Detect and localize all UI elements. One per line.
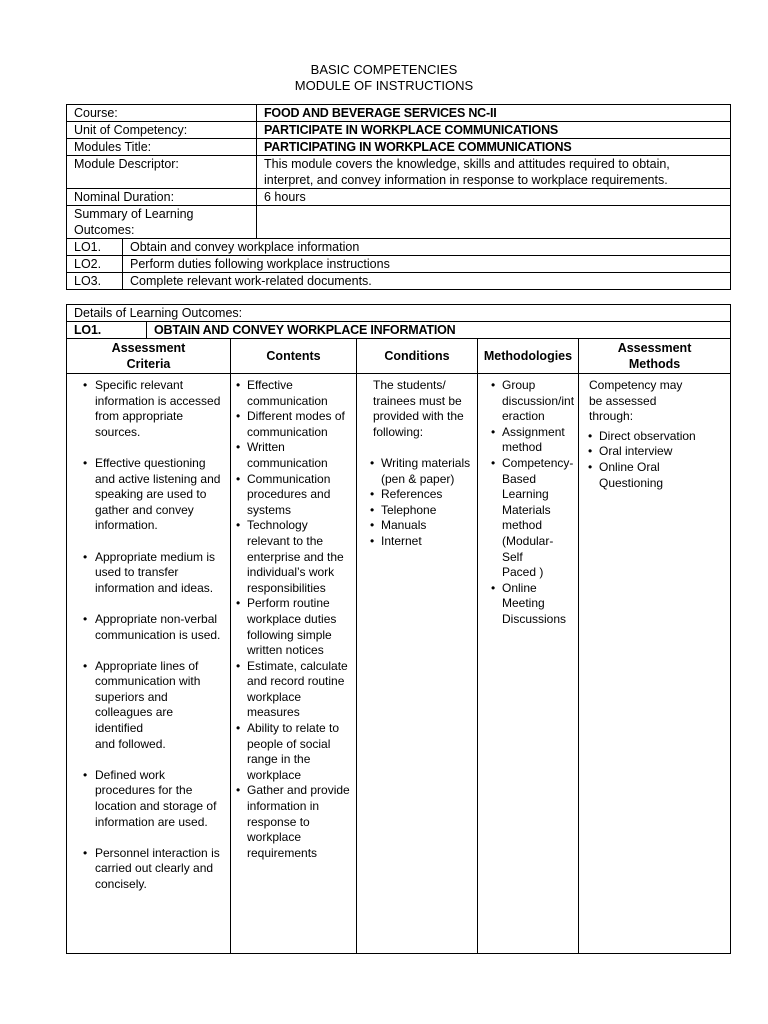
outcome-text: Complete relevant work-related documents. [123, 273, 731, 290]
list-item-line: procedures and [247, 487, 331, 502]
module-title-row [67, 139, 731, 156]
list-item-line: Materials [502, 502, 551, 517]
list-item [599, 444, 726, 460]
list-item-line: systems [247, 502, 292, 517]
module-info-table [66, 104, 731, 290]
outcome-row-3 [67, 273, 731, 290]
list-item [95, 612, 222, 643]
list-item-line: • Communication [247, 471, 331, 486]
descriptor-line: interpret, and convey information in response to workplace requirements. [264, 173, 668, 187]
body-row [67, 374, 731, 954]
list-item-line: from appropriate [95, 409, 184, 424]
list-item-line: people of social [247, 736, 331, 751]
list-item-line: • Estimate, calculate [247, 658, 348, 673]
text-line: be assessed [589, 393, 657, 408]
contents-cell [231, 374, 357, 954]
assessment-intro [583, 378, 726, 425]
list-item-line: • Written [247, 440, 285, 455]
summary-label-line: Summary of Learning [74, 207, 194, 221]
list-item [95, 768, 222, 830]
summary-value [257, 206, 731, 239]
course-label: Course: [67, 105, 257, 122]
list-item [95, 659, 222, 753]
list-item-line: written notices [247, 643, 324, 658]
header-subtitle: MODULE OF INSTRUCTIONS [294, 78, 474, 93]
list-item-line: • Oral interview [599, 444, 673, 459]
list-item-line: Meeting [502, 596, 545, 611]
list-item-line: Based [502, 471, 537, 486]
list-item [247, 721, 352, 783]
text-line: following: [373, 424, 424, 439]
list-item-line: communication [247, 393, 328, 408]
list-item [502, 378, 574, 425]
criteria-cell [67, 374, 231, 954]
details-title: Details of Learning Outcomes: [67, 305, 731, 322]
list-item-line: method [502, 440, 543, 455]
criteria-header-line: Assessment [111, 341, 186, 355]
list-item-line: • Perform routine [247, 596, 330, 611]
unit-label: Unit of Competency: [67, 122, 257, 139]
details-title-row [67, 305, 731, 322]
text-line: provided with the [373, 409, 464, 424]
list-item-line: gather and convey [95, 502, 194, 517]
list-item-line: method [502, 518, 543, 533]
conditions-header: Conditions [357, 339, 478, 374]
list-item-line: communication [247, 455, 328, 470]
column-header-row [67, 339, 731, 374]
details-table [66, 304, 731, 954]
list-item [599, 460, 726, 491]
list-item [502, 456, 574, 581]
course-value: FOOD AND BEVERAGE SERVICES NC-II [257, 105, 731, 122]
list-item [247, 378, 352, 409]
summary-label [67, 206, 257, 239]
conditions-list [361, 456, 473, 550]
list-item-line: • Assignment [502, 424, 565, 439]
list-item-line: following simple [247, 627, 332, 642]
list-item-line: workplace [247, 767, 302, 782]
list-item-line: • Ability to relate to [247, 721, 340, 736]
list-item-line: • Different modes of [247, 409, 345, 424]
methodologies-cell [478, 374, 579, 954]
list-item-line: requirements [247, 845, 318, 860]
header-title: BASIC COMPETENCIES [310, 62, 458, 77]
list-item-line: information in [247, 799, 320, 814]
outcome-code: LO3. [67, 273, 123, 290]
list-item-line: • Appropriate non-verbal [95, 611, 218, 626]
list-item-line: • Effective questioning [95, 455, 206, 470]
module-title-value: PARTICIPATING IN WORKPLACE COMMUNICATIONS [257, 139, 731, 156]
list-item-line: Paced ) [502, 565, 544, 580]
criteria-header [67, 339, 231, 374]
outcome-text: Perform duties following workplace instructions [123, 256, 731, 273]
list-item-line: • Manuals [381, 518, 427, 533]
list-item-line: responsibilities [247, 580, 326, 595]
list-item-line: • Appropriate medium is [95, 549, 216, 564]
list-item-line: colleagues are identified [95, 705, 174, 736]
list-item [247, 518, 352, 596]
list-item [381, 518, 473, 534]
methodologies-list [482, 378, 574, 628]
contents-list [235, 378, 352, 861]
list-item-line: communication is used. [95, 627, 221, 642]
list-item-line: • Group [502, 378, 536, 392]
list-item [381, 534, 473, 550]
assessment-methods-cell [579, 374, 731, 954]
outcome-code: LO1. [67, 239, 123, 256]
list-item [95, 846, 222, 893]
unit-value: PARTICIPATE IN WORKPLACE COMMUNICATIONS [257, 122, 731, 139]
list-item-line: and record routine [247, 674, 345, 689]
list-item [247, 659, 352, 721]
list-item-line: response to [247, 814, 310, 829]
text-line: The students/ [373, 378, 446, 392]
list-item [95, 456, 222, 534]
list-item-line: information and ideas. [95, 580, 214, 595]
descriptor-line: This module covers the knowledge, skills and attitudes required to obtain, [264, 157, 670, 171]
list-item-line: Discussions [502, 611, 567, 626]
assessment-methods-list [583, 429, 726, 491]
list-item-line: superiors and [95, 689, 168, 704]
list-item-line: • Internet [381, 533, 422, 548]
outcome-row-1 [67, 239, 731, 256]
unit-row [67, 122, 731, 139]
text-line: trainees must be [373, 393, 462, 408]
list-item-line: • Personnel interaction is [95, 845, 220, 860]
list-item-line: • Competency- [502, 455, 574, 470]
list-item-line: location and storage of [95, 799, 217, 814]
list-item [95, 550, 222, 597]
list-item-line: communication [247, 424, 328, 439]
list-item [95, 378, 222, 440]
lo-code: LO1. [67, 322, 147, 339]
list-item-line: • Effective [247, 378, 293, 392]
list-item-line: • Defined work [95, 767, 166, 782]
list-item-line: • Specific relevant [95, 378, 184, 392]
list-item [502, 581, 574, 628]
outcome-row-2 [67, 256, 731, 273]
list-item-line: and followed. [95, 736, 166, 751]
list-item-line: individual’s work [247, 565, 335, 580]
list-item-line: • Online [502, 580, 537, 595]
list-item [599, 429, 726, 445]
list-item-line: workplace duties [247, 611, 337, 626]
list-item-line: eraction [502, 409, 545, 424]
criteria-list [71, 378, 226, 893]
list-item-line: • Appropriate lines of [95, 658, 199, 673]
descriptor-row [67, 156, 731, 189]
module-title-label: Modules Title: [67, 139, 257, 156]
list-item-line: sources. [95, 424, 141, 439]
list-item-line: • References [381, 487, 443, 502]
list-item [247, 472, 352, 519]
duration-value: 6 hours [257, 189, 731, 206]
list-item-line: • Gather and provide [247, 783, 350, 798]
list-item [381, 487, 473, 503]
summary-row [67, 206, 731, 239]
text-line: Competency may [589, 378, 683, 392]
list-item-line: • Online Oral [599, 459, 660, 474]
lo-title: OBTAIN AND CONVEY WORKPLACE INFORMATION [147, 322, 731, 339]
list-item-line: • Direct observation [599, 428, 696, 443]
methods-header-line: Methods [628, 357, 681, 371]
list-item-line: enterprise and the [247, 549, 344, 564]
list-item-line: used to transfer [95, 565, 179, 580]
course-row [67, 105, 731, 122]
list-item-line: communication with [95, 674, 201, 689]
list-item-line: information. [95, 518, 158, 533]
list-item-line: relevant to the [247, 533, 324, 548]
list-item [247, 596, 352, 658]
duration-label: Nominal Duration: [67, 189, 257, 206]
list-item-line: range in the [247, 752, 311, 767]
list-item-line: Questioning [599, 475, 664, 490]
list-item-line: workplace [247, 830, 302, 845]
list-item-line: Learning [502, 487, 549, 502]
list-item-line: concisely. [95, 877, 147, 891]
list-item-line: (pen & paper) [381, 471, 455, 486]
conditions-cell [357, 374, 478, 954]
list-item-line: • Telephone [381, 502, 437, 517]
list-item-line: information are used. [95, 814, 208, 829]
list-item-line: • Writing materials [381, 455, 471, 470]
methods-header-line: Assessment [617, 341, 692, 355]
summary-label-line: Outcomes: [74, 223, 135, 237]
descriptor-value [257, 156, 731, 189]
list-item-line: speaking are used to [95, 487, 207, 502]
list-item-line: workplace [247, 689, 302, 704]
conditions-intro [361, 378, 473, 440]
list-item [247, 783, 352, 861]
list-item-line: carried out clearly and [95, 861, 214, 876]
outcome-text: Obtain and convey workplace information [123, 239, 731, 256]
list-item [502, 425, 574, 456]
text-line: through: [589, 409, 634, 424]
document-header [0, 62, 768, 94]
list-item-line: (Modular-Self [502, 533, 554, 564]
list-item-line: and active listening and [95, 471, 221, 486]
criteria-header-line: Criteria [126, 357, 171, 371]
list-item-line: information is accessed [95, 393, 221, 408]
list-item [247, 440, 352, 471]
list-item-line: procedures for the [95, 783, 193, 798]
lo-row [67, 322, 731, 339]
duration-row [67, 189, 731, 206]
methods-header [579, 339, 731, 374]
list-item-line: • Technology [247, 518, 308, 533]
list-item [247, 409, 352, 440]
list-item [381, 503, 473, 519]
contents-header: Contents [231, 339, 357, 374]
list-item-line: discussion/int [502, 393, 575, 408]
descriptor-label: Module Descriptor: [67, 156, 257, 189]
list-item [381, 456, 473, 487]
methodologies-header: Methodologies [478, 339, 579, 374]
outcome-code: LO2. [67, 256, 123, 273]
list-item-line: measures [247, 705, 300, 720]
